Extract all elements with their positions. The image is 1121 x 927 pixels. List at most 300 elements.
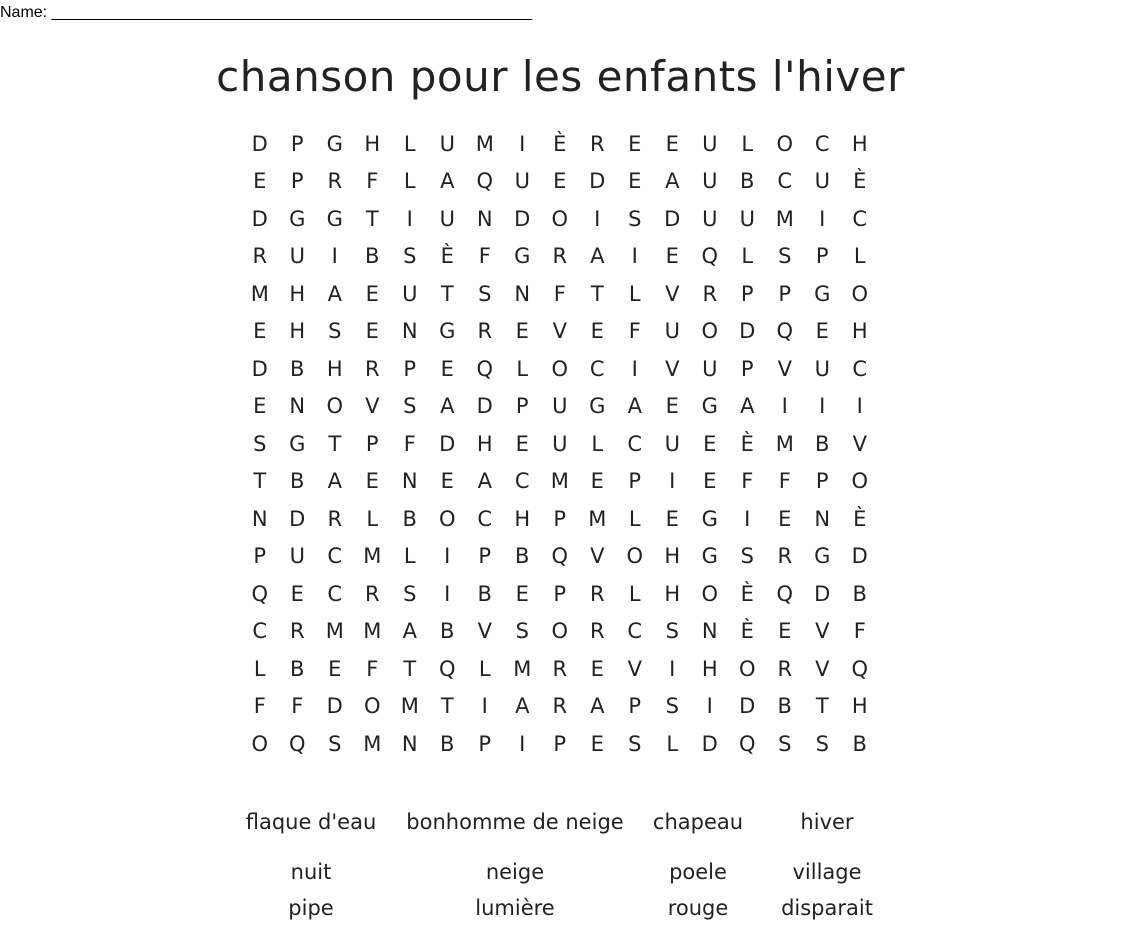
grid-letter: H [326, 356, 343, 381]
grid-letter: A [665, 169, 680, 194]
grid-letter: N [476, 206, 493, 231]
grid-letter: U [552, 431, 568, 456]
grid-letter: C [814, 131, 830, 156]
grid-letter: I [631, 356, 638, 381]
grid-letter: M [775, 206, 794, 231]
grid-letter: E [703, 431, 717, 456]
grid-letter: P [815, 469, 829, 494]
grid-letter: E [440, 356, 454, 381]
grid-letter: A [440, 394, 455, 419]
grid-letter: B [365, 244, 380, 269]
grid-letter: È [740, 619, 754, 644]
word-bank-item: flaque d'eau [245, 810, 377, 834]
grid-letter: V [815, 619, 830, 644]
grid-letter: E [665, 506, 679, 531]
grid-letter: R [589, 581, 605, 606]
grid-letter: U [402, 281, 418, 306]
grid-letter: U [702, 131, 718, 156]
grid-letter: A [590, 244, 605, 269]
grid-letter: A [740, 394, 755, 419]
grid-letter: R [777, 544, 793, 569]
grid-letter: U [439, 131, 455, 156]
grid-letter: P [253, 544, 267, 569]
grid-letter: D [476, 394, 493, 419]
word-bank-item: rouge [667, 896, 729, 920]
grid-letter: G [814, 544, 831, 569]
grid-letter: V [365, 394, 380, 419]
grid-letter: G [701, 394, 718, 419]
grid-letter: Q [251, 581, 269, 606]
grid-letter: V [852, 431, 867, 456]
grid-letter: L [403, 131, 416, 156]
word-bank-item: pipe [288, 896, 334, 920]
grid-letter: G [289, 206, 306, 231]
grid-letter: L [666, 731, 679, 756]
grid-letter: Q [738, 731, 756, 756]
grid-letter: B [290, 356, 305, 381]
grid-letter: O [363, 694, 381, 719]
grid-letter: U [702, 169, 718, 194]
grid-letter: P [815, 244, 829, 269]
grid-letter: F [778, 469, 791, 494]
grid-letter: S [515, 619, 529, 644]
grid-letter: V [477, 619, 492, 644]
grid-letter: F [741, 469, 754, 494]
grid-letter: P [778, 281, 792, 306]
grid-letter: U [514, 169, 530, 194]
grid-letter: I [744, 506, 751, 531]
word-bank-item: nuit [290, 860, 332, 884]
grid-letter: S [328, 731, 342, 756]
grid-letter: D [851, 544, 868, 569]
grid-letter: U [814, 356, 830, 381]
grid-letter: N [401, 319, 418, 344]
grid-letter: Q [776, 581, 794, 606]
grid-letter: G [701, 506, 718, 531]
grid-letter: T [440, 694, 454, 719]
grid-letter: E [590, 656, 604, 681]
grid-letter: S [628, 731, 642, 756]
grid-letter: R [364, 356, 380, 381]
grid-letter: T [815, 694, 829, 719]
grid-letter: B [740, 169, 755, 194]
grid-letter: H [364, 131, 381, 156]
grid-letter: N [814, 506, 831, 531]
grid-letter: I [669, 656, 676, 681]
grid-letter: E [440, 469, 454, 494]
grid-letter: L [741, 244, 754, 269]
grid-letter: C [777, 169, 793, 194]
grid-letter: O [326, 394, 344, 419]
grid-letter: O [776, 131, 794, 156]
grid-letter: U [289, 544, 305, 569]
grid-letter: H [289, 319, 306, 344]
grid-letter: E [253, 169, 267, 194]
grid-letter: H [701, 656, 718, 681]
grid-letter: M [363, 731, 382, 756]
grid-letter: Q [288, 731, 306, 756]
grid-letter: M [250, 281, 269, 306]
grid-letter: B [477, 581, 492, 606]
grid-letter: U [664, 431, 680, 456]
grid-letter: L [591, 431, 604, 456]
grid-letter: S [253, 431, 267, 456]
grid-letter: S [815, 731, 829, 756]
grid-letter: E [253, 394, 267, 419]
word-bank-item: chapeau [652, 810, 744, 834]
grid-letter: G [326, 131, 343, 156]
grid-letter: T [590, 281, 604, 306]
grid-letter: D [664, 206, 681, 231]
grid-letter: F [403, 431, 416, 456]
grid-letter: L [253, 656, 266, 681]
grid-letter: V [665, 281, 680, 306]
grid-letter: L [516, 356, 529, 381]
grid-letter: E [628, 169, 642, 194]
grid-letter: S [403, 581, 417, 606]
grid-letter: C [589, 356, 605, 381]
grid-letter: E [515, 581, 529, 606]
grid-letter: B [440, 731, 455, 756]
grid-letter: E [703, 469, 717, 494]
grid-letter: B [290, 656, 305, 681]
grid-letter: I [444, 544, 451, 569]
grid-letter: O [738, 656, 756, 681]
grid-letter: D [701, 731, 718, 756]
grid-letter: B [515, 544, 530, 569]
grid-letter: È [853, 506, 867, 531]
grid-letter: F [628, 319, 641, 344]
grid-letter: S [665, 619, 679, 644]
grid-letter: D [251, 356, 268, 381]
grid-letter: A [440, 169, 455, 194]
grid-letter: V [590, 544, 605, 569]
puzzle-title: chanson pour les enfants l'hiver [216, 52, 905, 101]
grid-letter: G [814, 281, 831, 306]
grid-letter: G [439, 319, 456, 344]
grid-letter: L [853, 244, 866, 269]
grid-letter: O [851, 469, 869, 494]
grid-letter: P [740, 281, 754, 306]
grid-letter: I [819, 206, 826, 231]
grid-letter: A [590, 694, 605, 719]
grid-letter: E [365, 319, 379, 344]
grid-letter: P [628, 694, 642, 719]
grid-letter: F [291, 694, 304, 719]
grid-letter: È [553, 131, 567, 156]
grid-letter: O [438, 506, 456, 531]
grid-letter: E [778, 619, 792, 644]
grid-letter: P [478, 544, 492, 569]
grid-letter: C [852, 206, 868, 231]
grid-letter: G [326, 206, 343, 231]
grid-letter: H [851, 319, 868, 344]
grid-letter: N [251, 506, 268, 531]
grid-letter: E [590, 469, 604, 494]
grid-letter: O [701, 319, 719, 344]
grid-letter: M [588, 506, 607, 531]
grid-letter: U [702, 206, 718, 231]
grid-letter: D [589, 169, 606, 194]
grid-letter: O [626, 544, 644, 569]
grid-letter: U [552, 394, 568, 419]
grid-letter: Q [476, 169, 494, 194]
grid-letter: B [777, 694, 792, 719]
grid-letter: B [290, 469, 305, 494]
grid-letter: G [589, 394, 606, 419]
grid-letter: F [253, 694, 266, 719]
grid-letter: P [290, 169, 304, 194]
grid-letter: U [439, 206, 455, 231]
grid-letter: N [514, 281, 531, 306]
grid-letter: E [665, 394, 679, 419]
grid-letter: H [851, 694, 868, 719]
grid-letter: E [515, 319, 529, 344]
grid-letter: D [739, 319, 756, 344]
grid-letter: L [628, 281, 641, 306]
grid-letter: H [476, 431, 493, 456]
grid-letter: A [477, 469, 492, 494]
grid-letter: Q [551, 544, 569, 569]
grid-letter: C [514, 469, 530, 494]
grid-letter: È [440, 244, 454, 269]
grid-letter: C [627, 431, 643, 456]
grid-letter: H [851, 131, 868, 156]
name-field-label: Name: ______________________________________________________ [0, 4, 533, 21]
grid-letter: I [481, 694, 488, 719]
grid-letter: D [514, 206, 531, 231]
grid-letter: T [253, 469, 267, 494]
grid-letter: S [403, 244, 417, 269]
grid-letter: O [551, 619, 569, 644]
word-bank-item: neige [485, 860, 545, 884]
grid-letter: P [290, 131, 304, 156]
grid-letter: M [325, 619, 344, 644]
grid-letter: R [777, 656, 793, 681]
grid-letter: B [440, 619, 455, 644]
grid-letter: I [669, 469, 676, 494]
grid-letter: I [519, 731, 526, 756]
grid-letter: E [328, 656, 342, 681]
grid-letter: B [852, 581, 867, 606]
grid-letter: E [253, 319, 267, 344]
grid-letter: V [627, 656, 642, 681]
grid-letter: P [478, 731, 492, 756]
grid-letter: M [363, 619, 382, 644]
grid-letter: I [631, 244, 638, 269]
grid-letter: E [815, 319, 829, 344]
grid-letter: R [477, 319, 493, 344]
grid-letter: F [366, 656, 379, 681]
grid-letter: H [664, 581, 681, 606]
grid-letter: Q [701, 244, 719, 269]
grid-letter: R [552, 694, 568, 719]
grid-letter: Q [438, 656, 456, 681]
grid-letter: C [477, 506, 493, 531]
grid-letter: S [478, 281, 492, 306]
grid-letter: P [403, 356, 417, 381]
grid-letter: L [628, 506, 641, 531]
grid-letter: P [740, 356, 754, 381]
grid-letter: O [701, 581, 719, 606]
grid-letter: I [519, 131, 526, 156]
word-bank-item: lumière [475, 896, 555, 920]
grid-letter: U [664, 319, 680, 344]
grid-letter: D [739, 694, 756, 719]
grid-letter: O [251, 731, 269, 756]
grid-letter: E [365, 281, 379, 306]
word-bank-item: bonhomme de neige [406, 810, 624, 834]
grid-letter: D [439, 431, 456, 456]
grid-letter: I [331, 244, 338, 269]
grid-letter: R [327, 169, 343, 194]
grid-letter: L [478, 656, 491, 681]
grid-letter: G [514, 244, 531, 269]
grid-letter: A [327, 469, 342, 494]
grid-letter: D [289, 506, 306, 531]
grid-letter: O [551, 206, 569, 231]
grid-letter: P [553, 731, 567, 756]
grid-letter: O [851, 281, 869, 306]
grid-letter: P [515, 394, 529, 419]
grid-letter: N [401, 469, 418, 494]
grid-letter: P [365, 431, 379, 456]
grid-letter: F [366, 169, 379, 194]
grid-letter: M [363, 544, 382, 569]
grid-letter: E [365, 469, 379, 494]
grid-letter: M [475, 131, 494, 156]
grid-letter: S [628, 206, 642, 231]
grid-letter: F [553, 281, 566, 306]
grid-letter: I [406, 206, 413, 231]
grid-letter: L [403, 544, 416, 569]
grid-letter: I [444, 581, 451, 606]
grid-letter: P [553, 506, 567, 531]
grid-letter: È [740, 581, 754, 606]
grid-letter: D [251, 131, 268, 156]
letter-grid [241, 125, 879, 763]
grid-letter: U [814, 169, 830, 194]
grid-letter: P [628, 469, 642, 494]
grid-letter: L [628, 581, 641, 606]
grid-letter: C [327, 544, 343, 569]
grid-letter: D [814, 581, 831, 606]
grid-letter: F [478, 244, 491, 269]
grid-letter: H [664, 544, 681, 569]
grid-letter: V [815, 656, 830, 681]
grid-letter: C [852, 356, 868, 381]
word-bank [236, 790, 902, 926]
grid-letter: V [665, 356, 680, 381]
grid-letter: B [402, 506, 417, 531]
word-bank-item: disparait [781, 896, 873, 920]
grid-letter: E [628, 131, 642, 156]
grid-letter: B [815, 431, 830, 456]
grid-letter: Q [851, 656, 869, 681]
grid-letter: A [327, 281, 342, 306]
grid-letter: T [440, 281, 454, 306]
grid-letter: R [702, 281, 718, 306]
grid-letter: R [289, 619, 305, 644]
grid-letter: E [665, 131, 679, 156]
grid-letter: S [403, 394, 417, 419]
grid-letter: A [402, 619, 417, 644]
grid-letter: U [289, 244, 305, 269]
grid-letter: Q [476, 356, 494, 381]
grid-letter: E [778, 506, 792, 531]
grid-letter: E [590, 319, 604, 344]
grid-letter: I [594, 206, 601, 231]
grid-letter: B [852, 731, 867, 756]
grid-letter: E [553, 169, 567, 194]
grid-letter: M [550, 469, 569, 494]
grid-letter: H [289, 281, 306, 306]
grid-letter: S [778, 244, 792, 269]
grid-letter: R [552, 244, 568, 269]
grid-letter: Q [776, 319, 794, 344]
grid-letter: L [741, 131, 754, 156]
grid-letter: A [627, 394, 642, 419]
grid-letter: U [739, 206, 755, 231]
grid-letter: M [775, 431, 794, 456]
grid-letter: A [515, 694, 530, 719]
grid-letter: R [327, 506, 343, 531]
grid-letter: S [328, 319, 342, 344]
grid-letter: E [290, 581, 304, 606]
grid-letter: E [515, 431, 529, 456]
grid-letter: I [706, 694, 713, 719]
grid-letter: M [400, 694, 419, 719]
grid-letter: T [328, 431, 342, 456]
grid-letter: R [252, 244, 268, 269]
grid-letter: È [853, 169, 867, 194]
grid-letter: R [589, 131, 605, 156]
word-bank-item: poele [669, 860, 727, 884]
grid-letter: C [252, 619, 268, 644]
word-bank-item: village [792, 860, 862, 884]
grid-letter: C [327, 581, 343, 606]
grid-letter: L [403, 169, 416, 194]
grid-letter: L [366, 506, 379, 531]
grid-letter: D [251, 206, 268, 231]
grid-letter: C [627, 619, 643, 644]
grid-letter: G [289, 431, 306, 456]
grid-letter: I [819, 394, 826, 419]
grid-letter: M [513, 656, 532, 681]
grid-letter: S [740, 544, 754, 569]
grid-letter: E [590, 731, 604, 756]
grid-letter: O [551, 356, 569, 381]
grid-letter: R [589, 619, 605, 644]
grid-letter: F [853, 619, 866, 644]
grid-letter: T [365, 206, 379, 231]
grid-letter: H [514, 506, 531, 531]
grid-letter: P [553, 581, 567, 606]
grid-letter: N [401, 731, 418, 756]
grid-letter: I [781, 394, 788, 419]
grid-letter: R [364, 581, 380, 606]
word-bank-item: hiver [800, 810, 854, 834]
grid-letter: N [289, 394, 306, 419]
grid-letter: E [665, 244, 679, 269]
grid-letter: G [701, 544, 718, 569]
grid-letter: N [701, 619, 718, 644]
grid-letter: R [552, 656, 568, 681]
grid-letter: D [326, 694, 343, 719]
grid-letter: U [702, 356, 718, 381]
grid-letter: S [778, 731, 792, 756]
grid-letter: V [552, 319, 567, 344]
